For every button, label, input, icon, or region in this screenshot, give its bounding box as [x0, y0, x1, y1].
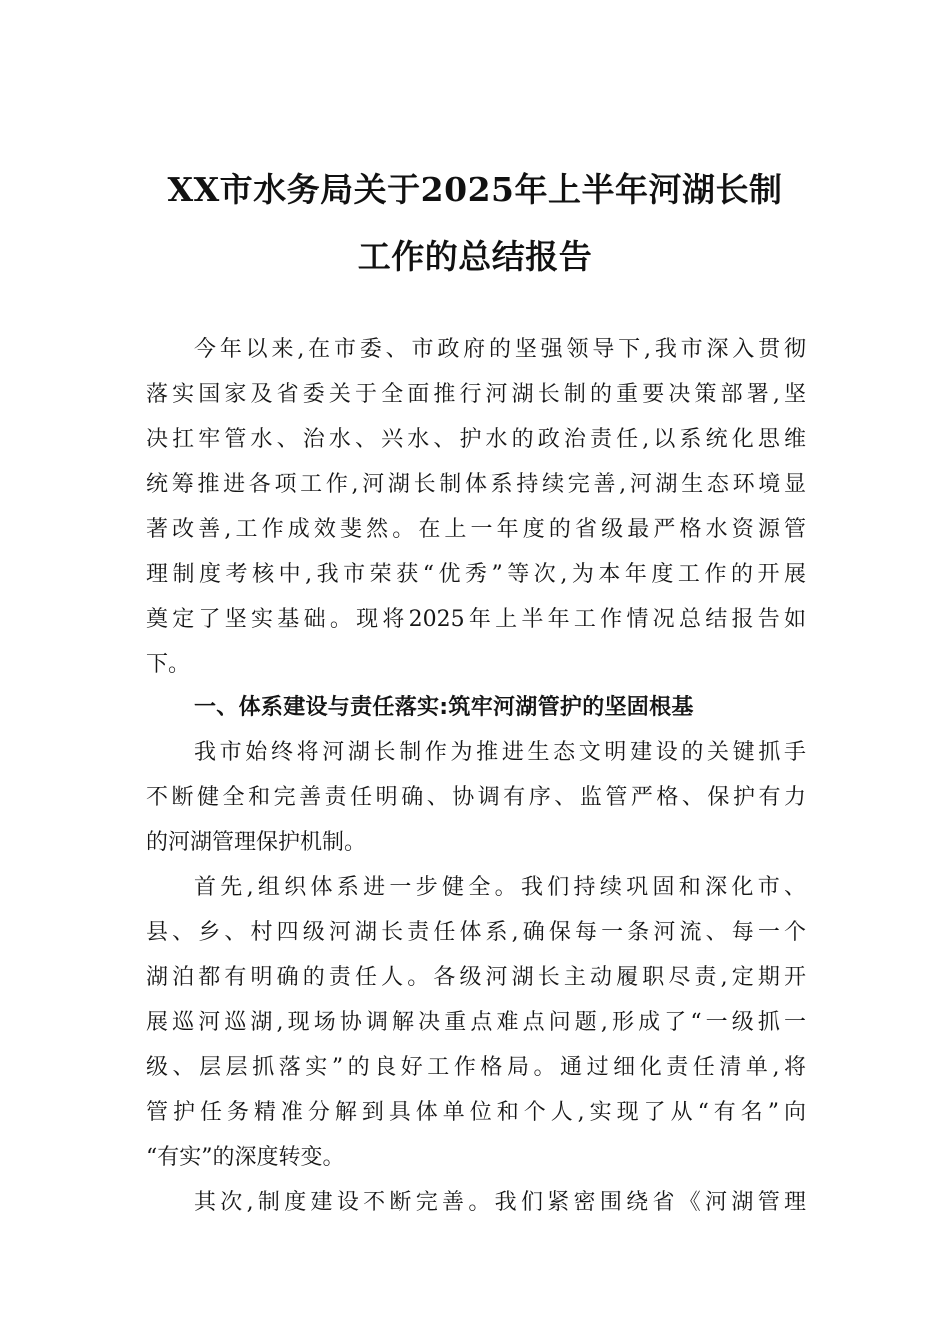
intro-paragraph-line: 下。	[146, 652, 191, 677]
paragraph-line: 县、乡、村四级河湖长责任体系,确保每一条河流、每一个	[146, 920, 806, 945]
section-intro-line: 不断健全和完善责任明确、协调有序、监管严格、保护有力	[146, 785, 806, 810]
paragraph-line: 其次,制度建设不断完善。我们紧密围绕省《河湖管理	[194, 1190, 806, 1215]
section-intro-line: 我市始终将河湖长制作为推进生态文明建设的关键抓手	[194, 740, 806, 765]
intro-paragraph-line: 今年以来,在市委、市政府的坚强领导下,我市深入贯彻	[194, 337, 806, 362]
section-intro-line: 的河湖管理保护机制。	[146, 830, 367, 855]
paragraph-line: 级、层层抓落实”的良好工作格局。通过细化责任清单,将	[146, 1055, 806, 1080]
document-title-line-1: XX市水务局关于2025年上半年河湖长制	[167, 170, 783, 209]
document-title-line-2: 工作的总结报告	[357, 237, 593, 276]
intro-paragraph-line: 统筹推进各项工作,河湖长制体系持续完善,河湖生态环境显	[146, 472, 806, 497]
intro-paragraph-line: 决扛牢管水、治水、兴水、护水的政治责任,以系统化思维	[146, 427, 806, 452]
paragraph-line: 首先,组织体系进一步健全。我们持续巩固和深化市、	[194, 875, 806, 900]
section-heading: 一、体系建设与责任落实:筑牢河湖管护的坚固根基	[194, 695, 694, 720]
intro-paragraph-line: 理制度考核中,我市荣获“优秀”等次,为本年度工作的开展	[146, 562, 806, 587]
paragraph-line: “有实”的深度转变。	[146, 1145, 345, 1170]
paragraph-line: 管护任务精准分解到具体单位和个人,实现了从“有名”向	[146, 1100, 806, 1125]
intro-paragraph-line: 奠定了坚实基础。现将2025年上半年工作情况总结报告如	[146, 607, 806, 632]
paragraph-line: 展巡河巡湖,现场协调解决重点难点问题,形成了“一级抓一	[146, 1010, 806, 1035]
paragraph-line: 湖泊都有明确的责任人。各级河湖长主动履职尽责,定期开	[146, 965, 806, 990]
intro-paragraph-line: 落实国家及省委关于全面推行河湖长制的重要决策部署,坚	[146, 382, 806, 407]
intro-paragraph-line: 著改善,工作成效斐然。在上一年度的省级最严格水资源管	[146, 517, 806, 542]
